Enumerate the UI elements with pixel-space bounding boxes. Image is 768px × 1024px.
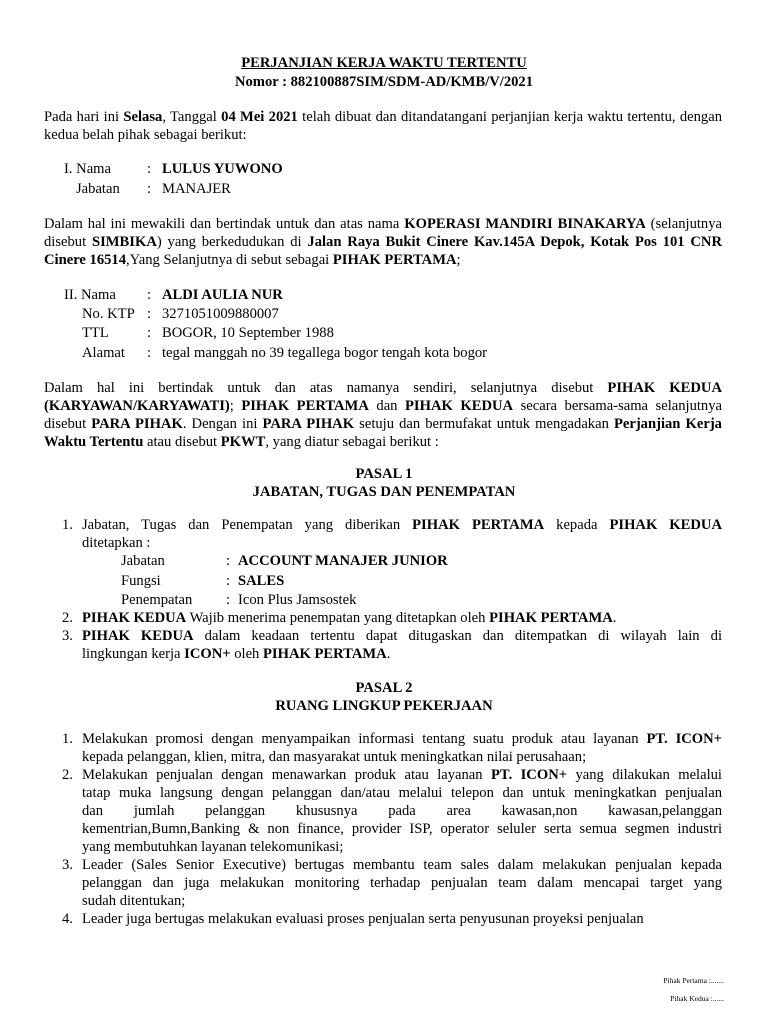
pasal-1-item-2: PIHAK KEDUA Wajib menerima penempatan yang ditetapkan oleh PIHAK PERTAMA. xyxy=(82,610,617,626)
assignment-position: ACCOUNT MANAJER JUNIOR xyxy=(238,553,448,569)
document-number: Nomor : 882100887SIM/SDM-AD/KMB/V/2021 xyxy=(234,74,534,90)
intro-line-2: kedua belah pihak sebagai berikut: xyxy=(44,127,247,143)
party-two-name: ALDI AULIA NUR xyxy=(162,287,283,303)
footer-pihak-kedua: Pihak Kedua :...... xyxy=(670,994,724,1003)
pasal-1-item-3: PIHAK KEDUA dalam keadaan tertentu dapat ditugaskan dan ditempatkan di wilayah lain di xyxy=(82,628,723,644)
document-title: PERJANJIAN KERJA WAKTU TERTENTU xyxy=(241,55,527,71)
assignment-function: SALES xyxy=(238,573,285,589)
document-page: PERJANJIAN KERJA WAKTU TERTENTU Nomor : 882100887SIM/SDM-AD/KMB/V/2021 Pada hari ini Selasa, Tanggal 04 Mei 2021 telah dibuat dan ditandatangani perjanjian kerja waktu tertentu, dengan kedua belah pihak sebagai berikut: I. Nama : LULUS YUWONO Jabatan : MANAJER Dalam hal ini mewakili dan bertindak untuk dan atas nama KOPERASI MANDIRI BINAKARYA (selanjutnya disebut SIMBIKA) yang berkedudukan di Jalan Raya Bukit Cinere Kav.145A Depok, Kotak Pos 101 CNR Cinere 16514,Yang Selanjutnya di sebut sebagai PIHAK PERTAMA; II. Nama : ALDI AULIA NUR No. KTP : 3271051009880007 TTL : BOGOR, 10 September 1988 Alamat : tegal manggah no 39 tegallega bogor tengah kota bogor Dalam hal ini bertindak untuk dan atas namanya sendiri, selanjutnya disebut PIHAK KEDUA (KARYAWAN/KARYAWATI); PIHAK PERTAMA dan PIHAK KEDUA secara bersama-sama selanjutnya disebut PARA PIHAK. Dengan ini PARA PIHAK setuju dan bermufakat untuk mengadakan Perjanjian Kerja Waktu Tertentu atau disebut PKWT, yang diatur sebagai berikut : PASAL 1 JABATAN, TUGAS DAN PENEMPATAN 1. Jabatan, Tugas dan Penempatan yang diberikan PIHAK PERTAMA kepada PIHAK KEDUA ditetapkan : Jabatan : ACCOUNT MANAJER JUNIOR Fungsi : SALES Penempatan : Icon Plus Jamsostek 2. PIHAK KEDUA Wajib menerima penempatan yang ditetapkan oleh PIHAK PERTAMA. 3. PIHAK KEDUA dalam keadaan tertentu dapat ditugaskan dan ditempatkan di wilayah lain di lingkungan kerja ICON+ oleh PIHAK PERTAMA. PASAL 2 RUANG LINGKUP PEKERJAAN 1. Melakukan promosi dengan menyampaikan informasi tentang suatu produk atau layanan PT. ICON+ kepada pelanggan, klien, mitra, dan masyarakat untuk meningkatkan nilai perusahaan; 2. Melakukan penjualan dengan menawarkan produk atau layanan PT. ICON+ yang dilakukan melalui tatap muka langsung dengan pelanggan dan/atau melalui telepon dan untuk meningkatkan penjualan dan jumlah pelanggan khususnya pada area kawasan,non kawasan,pelanggan kementrian,Bumn,Banking & non finance, provider ISP, operator seluler serta semua segmen industri yang membutuhkan layanan telekomunikasi; 3. Leader (Sales Senior Executive) bertugas membantu team sales dalam melakukan penjualan kepada pelanggan dan juga melakukan monitoring terhadap penjualan team dalam mencapai target yang sudah ditentukan; 4. Leader juga bertugas melakukan evaluasi proses penjualan serta penyusunan proyeksi penjualan Pihak Pertama :....... Pihak Kedua :...... xyxy=(0,0,768,1024)
assignment-placement: Icon Plus Jamsostek xyxy=(238,592,357,608)
intro-line-1: Pada hari ini Selasa, Tanggal 04 Mei 2021 telah dibuat dan ditandatangani perjanjian kerja waktu tertentu, dengan xyxy=(44,109,723,125)
footer-pihak-pertama: Pihak Pertama :....... xyxy=(663,976,724,985)
pasal-2-item-4: Leader juga bertugas melakukan evaluasi proses penjualan serta penyusunan proyeksi penjualan xyxy=(82,911,644,927)
pasal-1-subheading: JABATAN, TUGAS DAN PENEMPATAN xyxy=(252,484,516,500)
pasal-2-item-1: Melakukan promosi dengan menyampaikan informasi tentang suatu produk atau layanan PT. ICON+ xyxy=(82,731,723,747)
party-one-position: MANAJER xyxy=(162,181,231,197)
pasal-2-subheading: RUANG LINGKUP PEKERJAAN xyxy=(275,698,493,714)
pasal-2-item-3: Leader (Sales Senior Executive) bertugas membantu team sales dalam melakukan penjualan kepada xyxy=(82,857,722,873)
pasal-1-item-1: Jabatan, Tugas dan Penempatan yang diberikan PIHAK PERTAMA kepada PIHAK KEDUA xyxy=(82,517,723,533)
pasal-2-heading: PASAL 2 xyxy=(355,680,413,696)
party-one-name: LULUS YUWONO xyxy=(162,161,283,177)
pasal-1-heading: PASAL 1 xyxy=(355,466,413,482)
pasal-2-item-2: Melakukan penjualan dengan menawarkan produk atau layanan PT. ICON+ yang dilakukan melalui xyxy=(82,767,722,783)
